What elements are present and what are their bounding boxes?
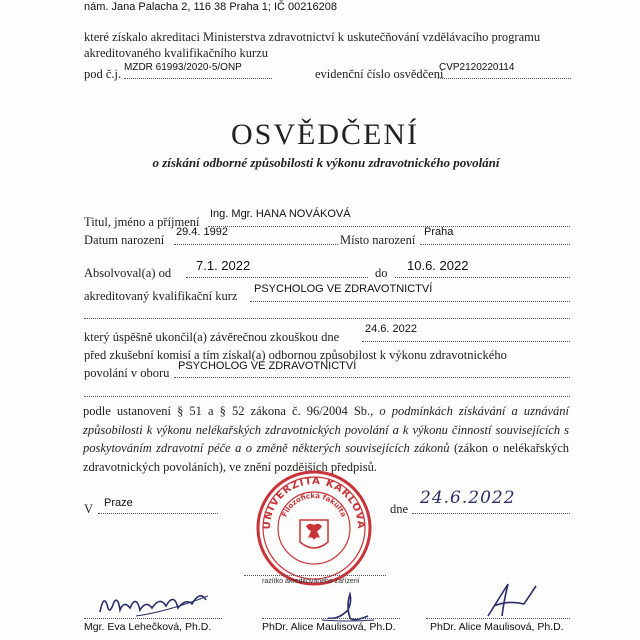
pob-label: Místo narození <box>340 233 416 247</box>
pob-dotted-line <box>420 244 570 245</box>
signatory-name-3: PhDr. Alice Maulisová, Ph.D. <box>430 621 564 633</box>
issuer-address: nám. Jana Palacha 2, 116 38 Praha 1; IČ 00216208 <box>84 1 337 13</box>
signature-line-3 <box>426 618 570 619</box>
stamp-text-top: UNIVERZITA KARLOVA <box>261 475 367 530</box>
ref-dotted-line <box>124 78 272 79</box>
signatory-name-1: Mgr. Eva Lehečková, Ph.D. <box>84 621 212 633</box>
ref-value: MZDR 61993/2020-5/ONP <box>124 62 242 73</box>
document-subtitle: o získání odborné způsobilosti k výkonu zdravotnického povolání <box>152 155 500 170</box>
accreditation-text-2: akreditovaného kvalifikačního kurzu <box>84 46 268 60</box>
lion-emblem-icon <box>300 520 328 548</box>
course-dotted-line-2 <box>84 318 570 319</box>
stamp-caption: razítko akreditovaného zařízení <box>262 578 360 585</box>
legal-text-1: podle ustanovení § 51 a § 52 zákona č. 96/2004 Sb., <box>83 404 374 418</box>
dob-dotted-line <box>174 244 338 245</box>
pob-value: Praha <box>424 226 454 238</box>
university-stamp <box>254 468 374 588</box>
legal-text-3: (zákon o nelékařských zdravotnických povoláních), ve znění pozdějších předpisů. <box>83 441 570 474</box>
place-label: V <box>84 502 94 516</box>
date-dotted-line <box>412 513 570 514</box>
stamp-text-inner: Filozofická fakulta <box>280 491 348 519</box>
to-label: do <box>375 266 388 280</box>
from-value: 7.1. 2022 <box>196 258 251 273</box>
dob-value: 29.4. 1992 <box>176 226 228 238</box>
svg-text:Filozofická fakulta <box>280 492 347 519</box>
course-dotted-line <box>250 301 570 302</box>
cert-number-dotted-line <box>438 78 571 79</box>
field-label: povolání v oboru <box>84 366 170 380</box>
signature-line-2 <box>262 618 400 619</box>
committee-text: před zkušební komisí a tím získal(a) odbornou způsobilost k výkonu zdravotnického <box>84 348 507 362</box>
field-dotted-line <box>174 377 570 378</box>
course-label: akreditovaný kvalifikační kurz <box>84 289 238 303</box>
signature-1 <box>96 586 216 622</box>
cert-number-value: CVP2120220114 <box>439 62 515 73</box>
date-label: dne <box>390 502 409 516</box>
exam-value: 24.6. 2022 <box>365 323 417 335</box>
course-value: PSYCHOLOG VE ZDRAVOTNICTVÍ <box>254 283 433 295</box>
signature-line-1 <box>84 618 222 619</box>
legal-text-2: o podmínkách získávání a uznávání způsobilosti k výkonu nelékařských zdravotnických povolání a k výkonu činností souvisejících s poskytováním zdravotní péče a o změně některých souvisejících zákonů <box>83 404 569 455</box>
dob-label: Datum narození <box>84 233 165 247</box>
name-dotted-line <box>208 226 570 227</box>
field-dotted-line-2 <box>84 396 570 397</box>
ref-label: pod č.j. <box>84 67 122 81</box>
from-dotted-line <box>186 277 368 278</box>
place-value: Praze <box>104 497 133 509</box>
to-value: 10.6. 2022 <box>407 258 469 273</box>
exam-label: který úspěšně ukončil(a) závěrečnou zkouškou dne <box>84 330 340 344</box>
name-value: Ing. Mgr. HANA NOVÁKOVÁ <box>210 208 351 220</box>
cert-number-label: evidenční číslo osvědčení <box>315 67 444 81</box>
accreditation-text-1: které získalo akreditaci Ministerstva zdravotnictví k uskutečňování vzdělávacího programu <box>84 30 541 44</box>
from-label: Absolvoval(a) od <box>84 266 172 280</box>
name-label: Titul, jméno a příjmení <box>84 215 200 229</box>
field-value: PSYCHOLOG VE ZDRAVOTNICTVÍ <box>178 360 357 372</box>
place-dotted-line <box>98 513 218 514</box>
exam-dotted-line <box>362 341 570 342</box>
legal-paragraph <box>83 402 569 476</box>
to-dotted-line <box>395 277 570 278</box>
signatory-name-2: PhDr. Alice Maulisová, Ph.D. <box>262 621 396 633</box>
stamp-dotted-line <box>244 575 386 576</box>
handwritten-date: 24.6.2022 <box>420 488 516 508</box>
document-title: OSVĚDČENÍ <box>231 118 419 151</box>
